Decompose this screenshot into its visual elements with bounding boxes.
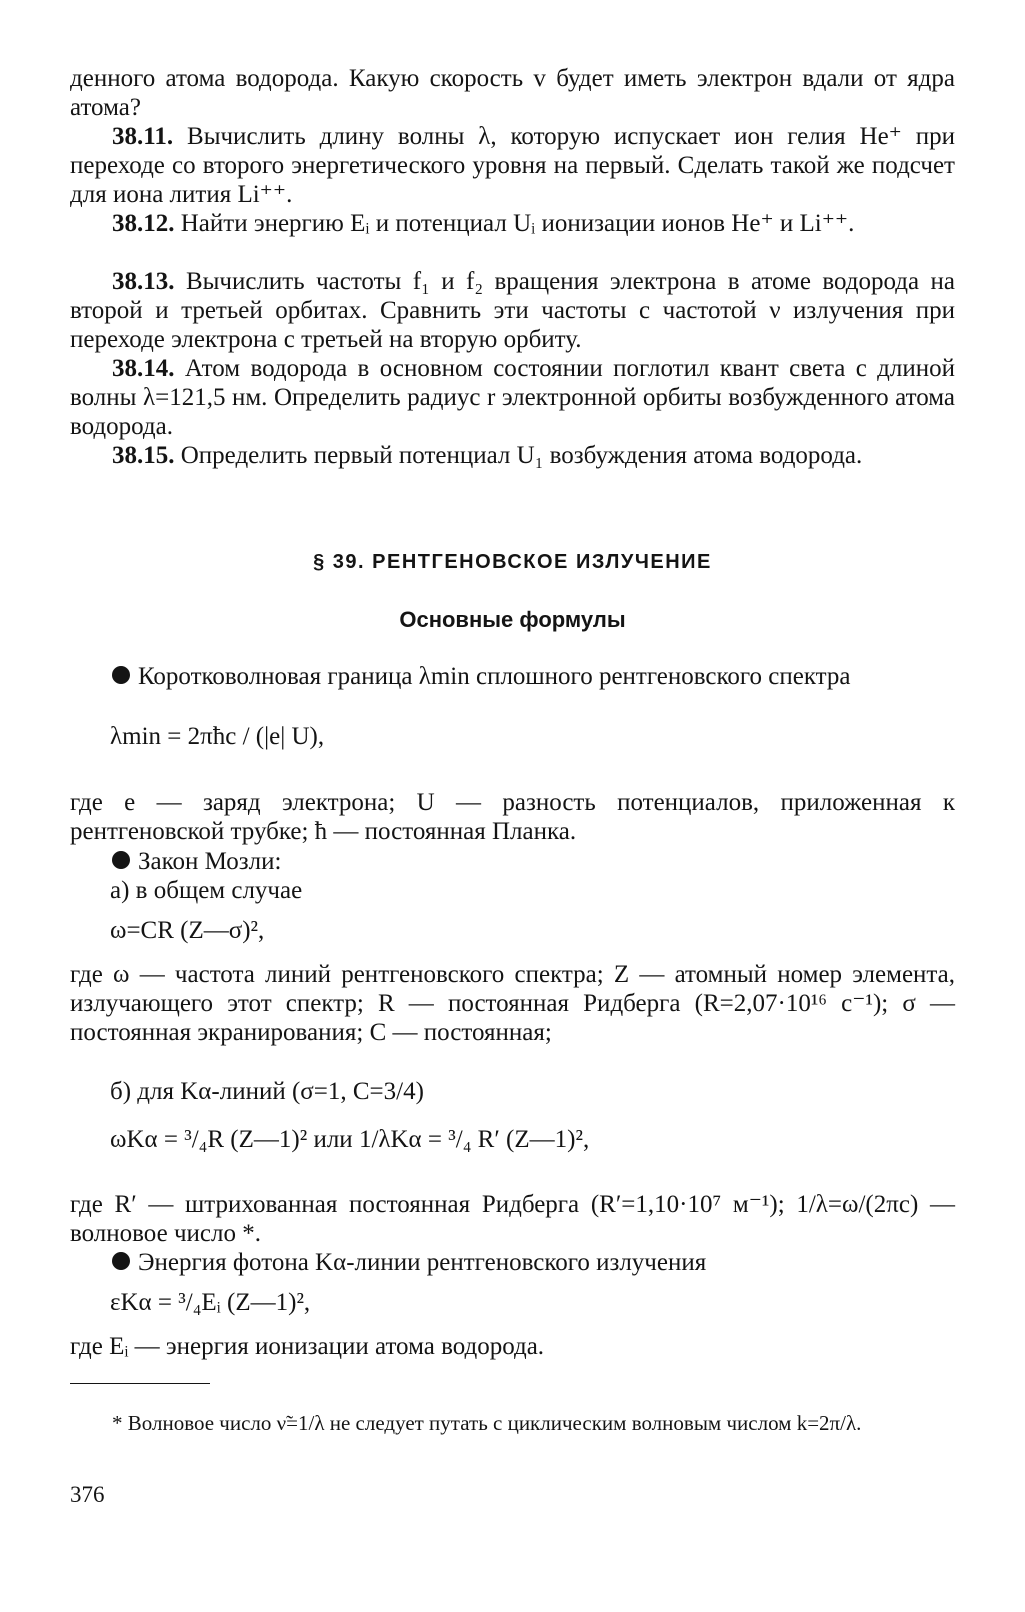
formula-4-intro-text: Энергия фотона Kα-линии рентгеновского излучения [138, 1249, 707, 1276]
bullet-icon [112, 851, 130, 869]
formula-1 [110, 722, 510, 751]
formula-4: εKα = ³/₄Eᵢ (Z—1)², [110, 1289, 311, 1316]
problem-38-12 [70, 209, 955, 238]
formula-1-intro [70, 662, 955, 691]
problem-number: 38.13. [112, 268, 175, 295]
moseley-law-title [70, 847, 955, 876]
formula-4-intro [70, 1248, 955, 1277]
problem-text: Вычислить частоты f₁ и f₂ вращения электрона в атоме водорода на второй и третьей орбитах. Сравнить эти частоты с частотой ν излучения при переходе электрона с третьей на вторую орбиту. [70, 268, 955, 353]
formula-3: ωKα = ³/₄R (Z—1)² или 1/λKα = ³/₄ R′ (Z—1)², [110, 1126, 590, 1153]
formula-4-description: где Eᵢ — энергия ионизации атома водорода. [70, 1333, 545, 1360]
footnote: * Волновое число ν̃=1/λ не следует путать с циклическим волновым числом k=2π/λ. [112, 1411, 862, 1435]
problem-text: Определить первый потенциал U₁ возбуждения атома водорода. [180, 442, 863, 469]
section-title: § 39. РЕНТГЕНОВСКОЕ ИЗЛУЧЕНИЕ [313, 551, 712, 573]
problem-text: Атом водорода в основном состоянии поглотил квант света с длиной волны λ=121,5 нм. Определить радиус r электронной орбиты возбужденного атома водорода. [70, 355, 955, 440]
formula-1-description: где e — заряд электрона; U — разность потенциалов, приложенная к рентгеновской трубке; ħ — постоянная Планка. [70, 789, 955, 845]
subsection-title: Основные формулы [399, 607, 626, 632]
problem-number: 38.15. [112, 442, 175, 469]
problem-number: 38.11. [112, 123, 174, 150]
problem-38-11 [70, 122, 955, 209]
case-b-label: б) для Kα-линий (σ=1, C=3/4) [110, 1078, 424, 1105]
problem-number: 38.14. [112, 355, 175, 382]
formula-1-text: λmin = 2πħc / (|e| U), [110, 723, 325, 750]
formula-2: ω=CR (Z—σ)², [110, 917, 265, 944]
problem-text: Вычислить длину волны λ, которую испускает ион гелия He⁺ при переходе со второго энергетического уровня на первый. Сделать такой же подсчет для иона лития Li⁺⁺. [70, 123, 956, 208]
problem-38-13 [70, 267, 955, 354]
page-number: 376 [70, 1482, 105, 1507]
paragraph-continuation: денного атома водорода. Какую скорость v будет иметь электрон вдали от ядра атома? [70, 65, 955, 121]
problem-38-15 [70, 441, 955, 470]
formula-2-description: где ω — частота линий рентгеновского спектра; Z — атомный номер элемента, излучающего этот спектр; R — постоянная Ридберга (R=2,07·10¹⁶ с⁻¹); σ — постоянная экранирования; C — постоянная; [70, 961, 955, 1046]
bullet-icon [112, 666, 130, 684]
footnote-rule [70, 1383, 210, 1384]
problem-text: Найти энергию Eᵢ и потенциал Uᵢ ионизации ионов He⁺ и Li⁺⁺. [180, 210, 855, 237]
formula-3-description: где R′ — штрихованная постоянная Ридберга (R′=1,10·10⁷ м⁻¹); 1/λ=ω/(2πc) — волновое число *. [70, 1191, 955, 1247]
problem-38-14 [70, 354, 955, 441]
moseley-law-title-text: Закон Мозли: [138, 848, 282, 875]
bullet-icon [112, 1252, 130, 1270]
formula-1-intro-text: Коротковолновая граница λmin сплошного рентгеновского спектра [138, 663, 851, 690]
problem-number: 38.12. [112, 210, 175, 237]
case-a-label: а) в общем случае [110, 877, 303, 904]
